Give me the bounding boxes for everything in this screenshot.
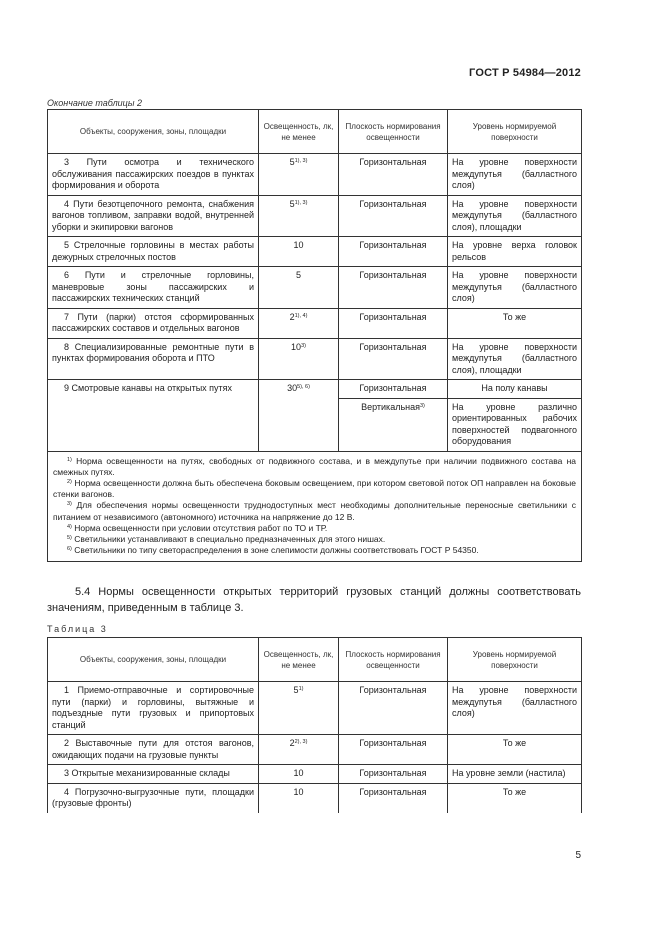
table-3 — [47, 637, 582, 813]
plane-cell: Горизонтальная — [339, 735, 448, 765]
table-row — [48, 154, 582, 196]
footnote-text: Норма освещенности при условии отсутствия работ по ТО и ТР. — [74, 522, 328, 533]
notes-row — [48, 451, 582, 562]
footnote-mark: 1) — [67, 456, 72, 463]
column-header-level: Уровень нормируемой поверхности — [448, 110, 582, 154]
object-text: 4 Погрузочно-выгрузочные пути, площадки (грузовые фронты) — [52, 786, 254, 808]
footnote-text: Норма освещенности должна быть обеспечена боковым освещением, при котором световой поток ОП направлен на боковые стенки вагонов. — [53, 477, 576, 500]
object-cell — [48, 154, 259, 196]
object-cell — [48, 267, 259, 309]
table-2 — [47, 109, 582, 562]
column-header-level: Уровень нормируемой поверхности — [448, 638, 582, 682]
illuminance-value: 10 — [293, 786, 304, 797]
footnote-ref: 3) — [301, 342, 306, 349]
level-cell: На полу канавы — [448, 380, 582, 399]
plane-cell: Горизонтальная — [339, 682, 448, 735]
object-text: 3 Открытые механизированные склады — [64, 768, 230, 778]
object-cell — [48, 682, 259, 735]
level-cell: На уровне верха головок рельсов — [448, 237, 582, 267]
illuminance-cell — [259, 308, 339, 338]
level-cell: На уровне поверхности междупутья (балластного слоя) — [448, 154, 582, 196]
table-row — [48, 380, 582, 399]
level-cell: На уровне поверхности междупутья (балластного слоя) — [448, 267, 582, 309]
column-header-illuminance: Освещенность, лк, не менее — [259, 110, 339, 154]
illuminance-cell — [259, 682, 339, 735]
illuminance-value: 5 — [293, 685, 299, 695]
footnote — [53, 534, 576, 545]
object-cell — [48, 735, 259, 765]
level-cell: На уровне поверхности междупутья (балластного слоя) — [448, 682, 582, 735]
table-row — [48, 735, 582, 765]
table-row — [48, 237, 582, 267]
footnote — [53, 523, 576, 534]
footnote-text: Для обеспечения нормы освещенности труднодоступных мест необходимы дополнительные переносные светильники с питанием от независимого (автономного) источника на напряжение до 12 В. — [53, 500, 576, 522]
illuminance-value: 10 — [291, 341, 302, 352]
illuminance-cell — [259, 765, 339, 784]
column-header-illuminance: Освещенность, лк, не менее — [259, 638, 339, 682]
footnote-mark: 6) — [67, 546, 72, 553]
column-header-plane: Плоскость нормирования освещенности — [339, 110, 448, 154]
level-cell: То же — [448, 783, 582, 813]
footnote — [53, 545, 576, 556]
illuminance-value: 2 — [289, 738, 295, 748]
illuminance-cell — [259, 154, 339, 196]
footnote-text: Светильники по типу светораспределения в зоне слепимости должны соответствовать ГОСТ Р 54350. — [74, 545, 479, 556]
table-header-row — [48, 110, 582, 154]
plane-cell: Горизонтальная — [339, 154, 448, 196]
object-text: 9 Смотровые канавы на открытых путях — [64, 383, 233, 393]
object-cell — [48, 308, 259, 338]
notes-cell — [48, 451, 582, 562]
plane-cell: Горизонтальная — [339, 783, 448, 813]
illuminance-cell — [259, 195, 339, 237]
object-cell — [48, 195, 259, 237]
plane-cell: Горизонтальная — [339, 267, 448, 309]
footnote-ref: 3) — [420, 402, 425, 409]
object-text: 4 Пути безотцепочного ремонта, снабжения вагонов топливом, заправки водой, внутренней уборки и экипировки вагонов — [52, 198, 254, 232]
plane-cell: Горизонтальная — [339, 765, 448, 784]
object-text: 1 Приемо-отправочные и сортировочные пути (парки) и горловины, вытяжные и подъездные пути грузовых и припортовых станций — [52, 685, 254, 730]
plane-cell: Горизонтальная — [339, 380, 448, 399]
object-text: 8 Специализированные ремонтные пути в пунктах формирования оборота и ПТО — [52, 341, 254, 363]
illuminance-value: 5 — [289, 157, 295, 167]
table-row — [48, 783, 582, 813]
plane-cell: Горизонтальная — [339, 308, 448, 338]
column-header-plane: Плоскость нормирования освещенности — [339, 638, 448, 682]
illuminance-value: 30 — [287, 383, 298, 393]
object-cell — [48, 338, 259, 380]
level-cell: На уровне земли (настила) — [448, 765, 582, 784]
footnote-mark: 2) — [67, 478, 72, 485]
object-text: 5 Стрелочные горловины в местах работы дежурных стрелочных постов — [52, 240, 254, 262]
object-text: 6 Пути и стрелочные горловины, маневровые зоны пассажирских и пассажирских технических станций — [52, 270, 254, 303]
footnote-ref: 1), 4) — [294, 312, 308, 319]
table-row — [48, 338, 582, 380]
illuminance-value: 5 — [289, 198, 295, 209]
footnote — [53, 500, 576, 522]
illuminance-value: 5 — [295, 270, 301, 280]
object-cell — [48, 237, 259, 267]
object-cell — [48, 380, 259, 452]
illuminance-cell — [259, 267, 339, 309]
illuminance-cell — [259, 380, 339, 452]
plane-cell: Горизонтальная — [339, 195, 448, 237]
footnote-text: Норма освещенности на путях, свободных от подвижного состава, и в междупутье при наличии подвижного состава на смежных путях. — [53, 455, 576, 477]
illuminance-cell — [259, 338, 339, 380]
illuminance-cell — [259, 783, 339, 813]
plane-value: Вертикальная — [361, 401, 420, 412]
level-cell: На уровне поверхности междупутья (балластного слоя), площадки — [448, 338, 582, 380]
illuminance-cell — [259, 735, 339, 765]
level-cell: То же — [448, 308, 582, 338]
object-cell — [48, 783, 259, 813]
level-cell: На уровне различно ориентированных рабочих поверхностей подвагонного оборудования — [448, 398, 582, 451]
table3-caption: Таблица 3 — [47, 624, 108, 634]
footnote — [53, 456, 576, 478]
footnote-text: Светильники устанавливают в специально предназначенных для этого нишах. — [74, 533, 386, 544]
illuminance-cell — [259, 237, 339, 267]
paragraph-5-4: 5.4 Нормы освещенности открытых территорий грузовых станций должны соответствовать значениям, приведенным в таблице 3. — [47, 586, 581, 614]
footnote-ref: 2), 3) — [294, 739, 308, 745]
footnote-ref: 1), 3) — [294, 158, 308, 164]
page-number: 5 — [575, 850, 581, 861]
table-row — [48, 195, 582, 237]
illuminance-value: 10 — [293, 240, 304, 250]
table-row — [48, 308, 582, 338]
plane-cell: Горизонтальная — [339, 237, 448, 267]
table-row — [48, 682, 582, 735]
illuminance-value: 2 — [289, 311, 295, 322]
footnote-mark: 4) — [67, 523, 72, 530]
footnote-ref: 5), 6) — [297, 384, 310, 390]
object-text: 2 Выставочные пути для отстоя вагонов, ожидающих подачи на грузовые пункты — [52, 738, 254, 760]
document-code: ГОСТ Р 54984—2012 — [469, 67, 581, 79]
column-header-objects: Объекты, сооружения, зоны, площадки — [48, 110, 259, 154]
footnote — [53, 478, 576, 500]
level-cell: То же — [448, 735, 582, 765]
illuminance-value: 10 — [293, 768, 304, 778]
footnote-ref: 1), 3) — [294, 199, 308, 206]
level-cell: На уровне поверхности междупутья (балластного слоя), площадки — [448, 195, 582, 237]
object-text: 3 Пути осмотра и технического обслуживания пассажирских поездов в пунктах формирования и оборота — [52, 157, 254, 190]
column-header-objects: Объекты, сооружения, зоны, площадки — [48, 638, 259, 682]
table2-caption: Окончание таблицы 2 — [47, 98, 142, 108]
footnote-ref: 1) — [298, 686, 304, 692]
object-cell — [48, 765, 259, 784]
footnote-mark: 5) — [67, 534, 72, 541]
footnote-mark: 3) — [67, 501, 72, 508]
table-row — [48, 765, 582, 784]
table-row — [48, 267, 582, 309]
plane-cell — [339, 398, 448, 451]
plane-cell: Горизонтальная — [339, 338, 448, 380]
table-header-row — [48, 638, 582, 682]
object-text: 7 Пути (парки) отстоя сформированных пассажирских составов и отдельных вагонов — [52, 311, 254, 333]
